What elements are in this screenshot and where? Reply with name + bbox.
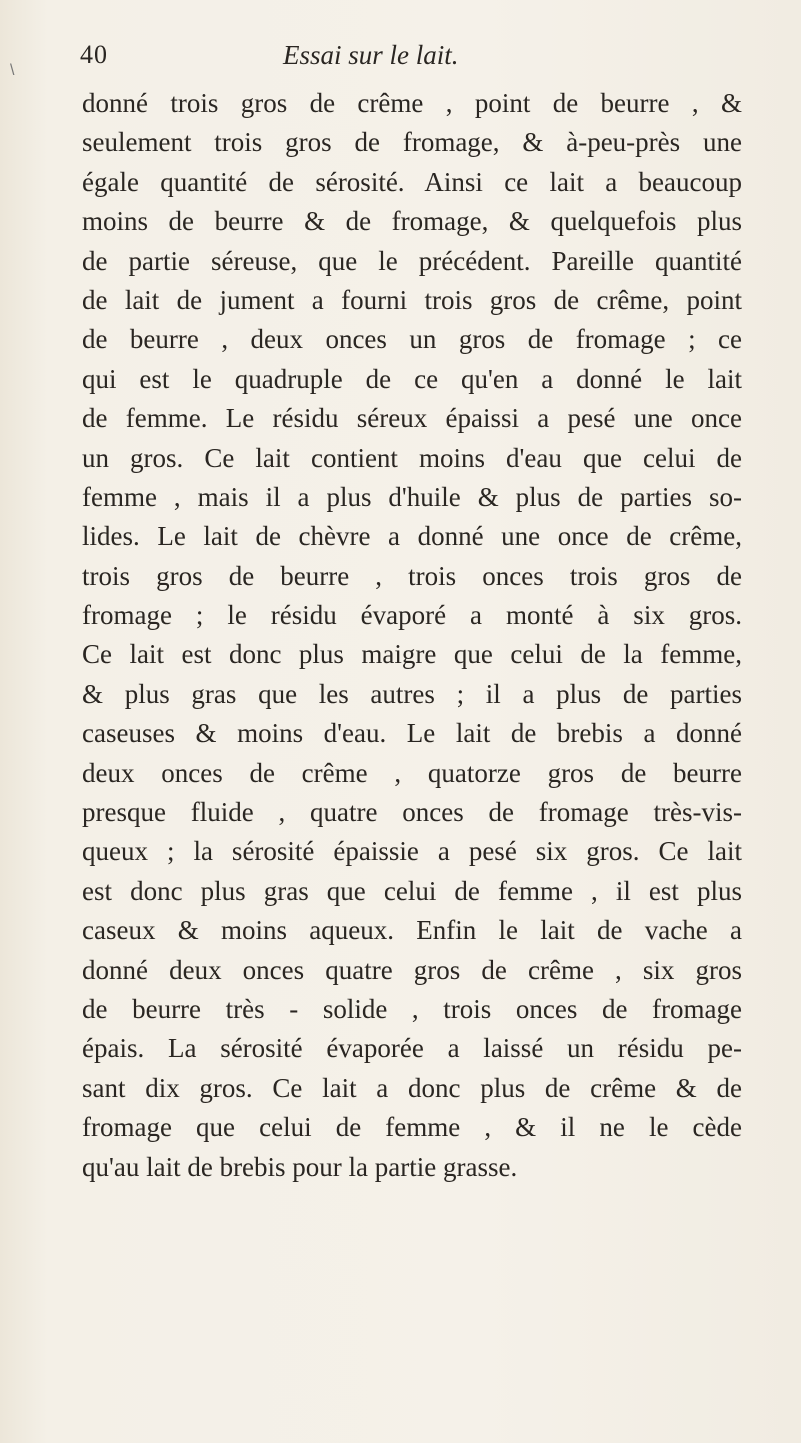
running-head: Essai sur le lait.: [283, 40, 459, 70]
text-line: qui est le quadruple de ce qu'en a donné le lait: [82, 363, 742, 394]
text-line: épais. La sérosité évaporée a laissé un résidu pe-: [82, 1033, 742, 1064]
text-line: un gros. Ce lait contient moins d'eau que celui de: [82, 442, 742, 473]
text-line: lides. Le lait de chèvre a donné une once de crême,: [82, 521, 742, 552]
text-line: & plus gras que les autres ; il a plus de parties: [82, 678, 742, 709]
text-line: égale quantité de sérosité. Ainsi ce lait a beaucoup: [82, 166, 742, 197]
text-line-last: qu'au lait de brebis pour la partie grasse.: [82, 1151, 518, 1182]
text-line: de partie séreuse, que le précédent. Pareille quantité: [82, 245, 742, 276]
text-line: trois gros de beurre , trois onces trois gros de: [82, 560, 742, 591]
text-line: Ce lait est donc plus maigre que celui de la femme,: [82, 639, 742, 670]
text-line: femme , mais il a plus d'huile & plus de parties so-: [82, 481, 742, 512]
margin-mark: \: [10, 62, 15, 79]
text-line: seulement trois gros de fromage, & à-peu-près une: [82, 127, 742, 158]
text-line: moins de beurre & de fromage, & quelquefois plus: [82, 206, 742, 237]
text-line: caseux & moins aqueux. Enfin le lait de vache a: [82, 915, 742, 946]
text-line: presque fluide , quatre onces de fromage très-vis-: [82, 797, 742, 828]
page-header: [80, 40, 730, 80]
text-line: donné deux onces quatre gros de crême , six gros: [82, 954, 742, 985]
text-line: de femme. Le résidu séreux épaissi a pesé une once: [82, 403, 742, 434]
text-line: est donc plus gras que celui de femme , il est plus: [82, 875, 742, 906]
body-text: [82, 84, 742, 1187]
text-line: fromage que celui de femme , & il ne le cède: [82, 1112, 742, 1143]
text-line: de beurre très - solide , trois onces de fromage: [82, 993, 742, 1024]
text-line: de lait de jument a fourni trois gros de crême, point: [82, 284, 742, 315]
text-line: caseuses & moins d'eau. Le lait de brebis a donné: [82, 718, 742, 749]
text-line: queux ; la sérosité épaissie a pesé six gros. Ce lait: [82, 836, 742, 867]
text-line: fromage ; le résidu évaporé a monté à six gros.: [82, 600, 742, 631]
text-line: donné trois gros de crême , point de beurre , &: [82, 88, 742, 118]
page-number: 40: [80, 40, 108, 69]
text-line: sant dix gros. Ce lait a donc plus de crême & de: [82, 1072, 742, 1103]
text-line: de beurre , deux onces un gros de fromage ; ce: [82, 324, 742, 355]
text-line: deux onces de crême , quatorze gros de beurre: [82, 757, 742, 788]
